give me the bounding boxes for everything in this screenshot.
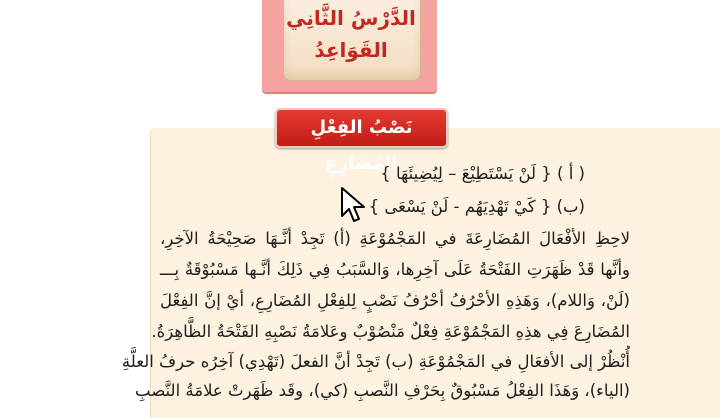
explanation-line-4: المُضَارِعَ فِي هذِهِ المَجْمُوْعَةِ فِعْلٌ مَنْصُوْبٌ وعَلامَةُ نَصْبِهِ الفَتْحَةُ الظَّاهِرَةُ. bbox=[151, 322, 630, 341]
explanation-line-3: (لَنْ، وَاللام)، وَهَذِهِ الأحْرُفُ أحْرُفُ نَصْبٍ لِلفِعْلِ المُضَارِعِ، أيْ إنَّ الفِعْلَ bbox=[160, 291, 630, 310]
explanation-line-6: (الياء)، وَهَذَا الفِعْلُ مَسْبُوقٌ بِحَرْفِ النَّصبِ (كي)، وقَد ظَهَرتْ علامَةُ النَّصبِ bbox=[135, 381, 630, 400]
mouse-pointer-icon bbox=[340, 186, 370, 224]
topic-title: نَصْبُ الفِعْلِ المُضَارِعِ bbox=[275, 108, 448, 148]
lesson-name: القَوَاعِدُ bbox=[314, 38, 388, 62]
lesson-number: الدَّرْسُ الثَّانِي bbox=[286, 6, 416, 30]
explanation-line-5: أُنْظُرْ إلى الأفعَالِ في المَجْمُوْعَةِ (ب) تَجِدْ أنَّ الفعلَ (تَهْدِي) آخِرُه حرفُ العلَّةِ bbox=[121, 352, 630, 371]
example-a: ( أ ) { لَنْ يَسْتَطِيْعَ – لِيُضِيئَهَا } bbox=[380, 164, 585, 183]
explanation-line-1: لاحِظِ الأفْعَالَ المُضَارِعَةَ في المَجْمُوْعَةِ (أ) تَجِدْ أنَّـهَا صَحِيْحَةُ الآخِرِ، bbox=[160, 229, 630, 248]
example-b: (ب) { كَيْ تَهْدِيَهُم - لَنْ يَسْعَى } bbox=[368, 197, 585, 216]
explanation-line-2: وأنَّها قَدْ ظَهَرَتِ الفَتْحَةُ عَلَى آخِرِها، وَالسَّبَبُ فِي ذَلِكَ أنَّـها مَسْبُوْقَةٌ بِـــ bbox=[160, 260, 630, 279]
